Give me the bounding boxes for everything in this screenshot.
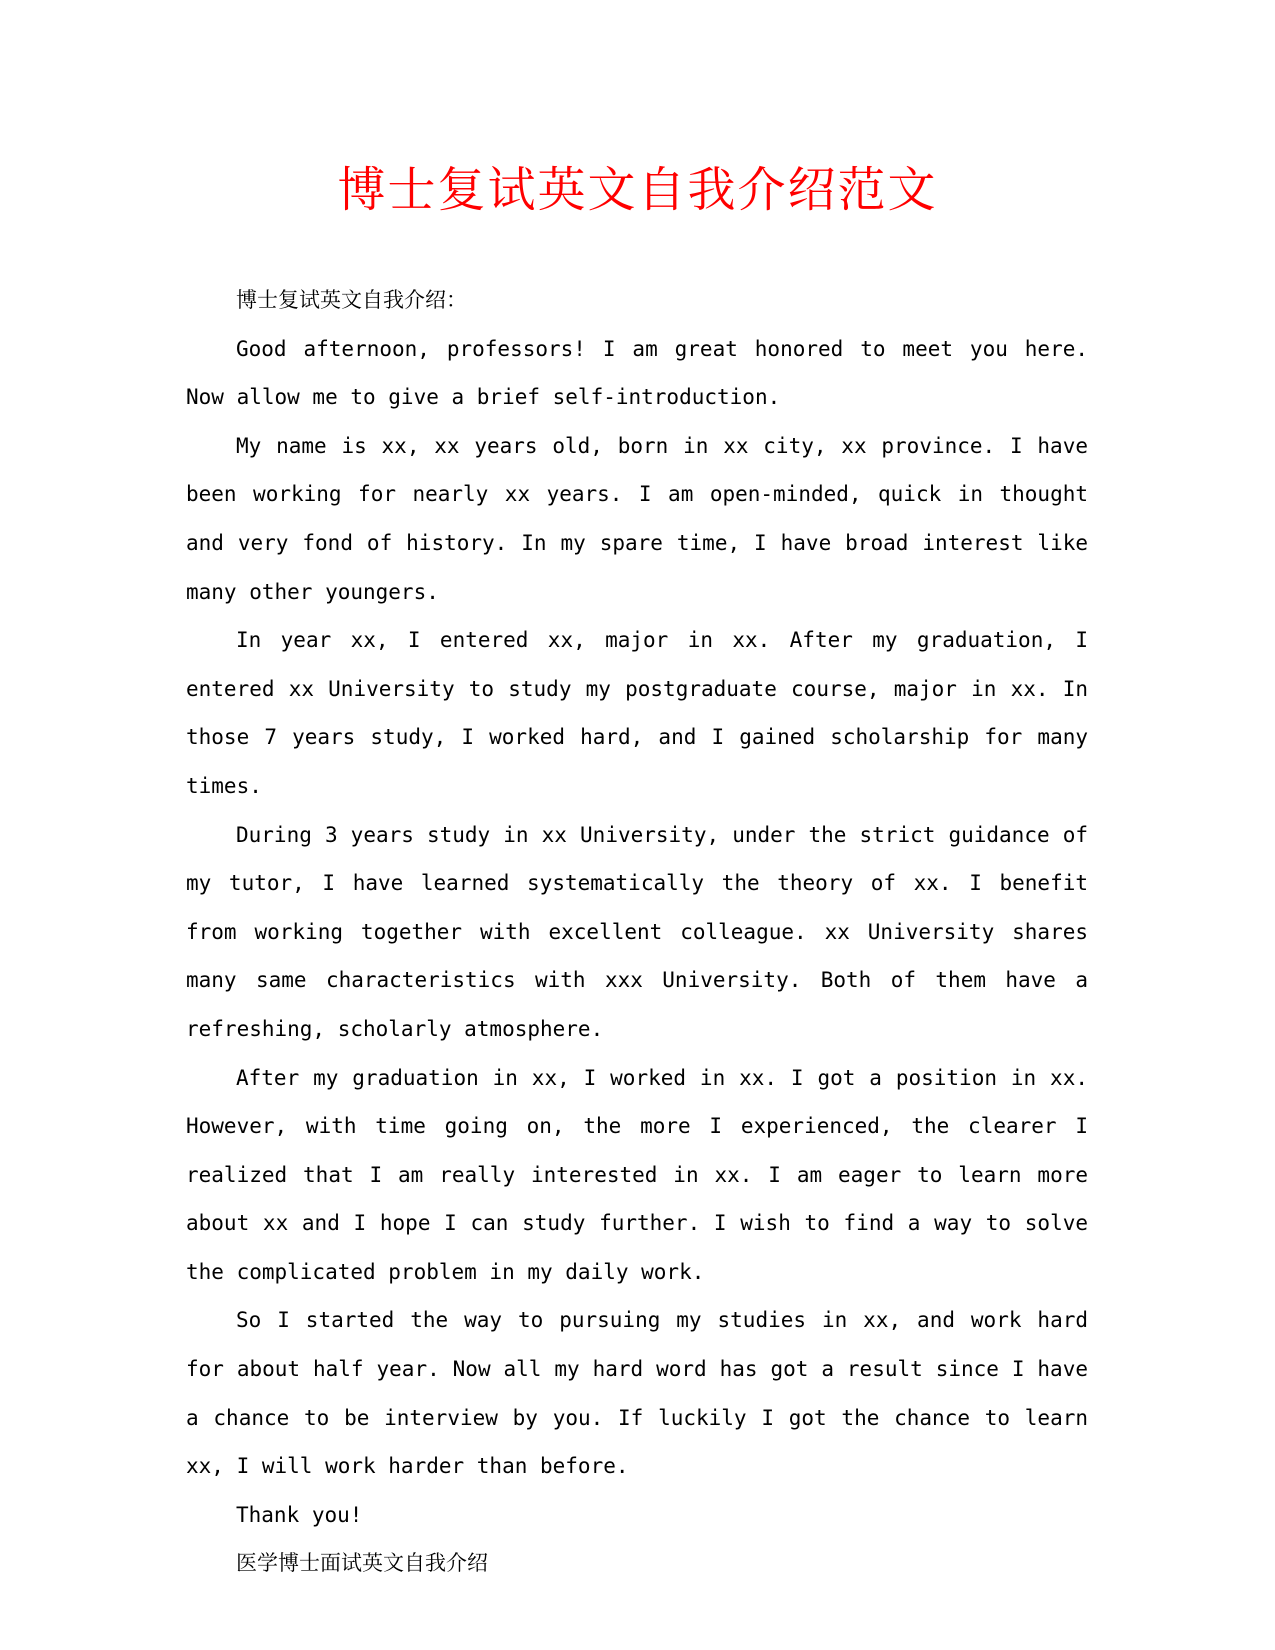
paragraph-closing: Thank you! <box>236 1502 363 1527</box>
paragraph-greeting: Good afternoon, professors! I am great honored to meet you here. Now allow me to give a brief self-introduction. <box>186 336 1088 410</box>
next-section-heading: 医学博士面试英文自我介绍 <box>236 1551 488 1576</box>
section-heading: 博士复试英文自我介绍： <box>236 288 467 312</box>
paragraph-work-experience: After my graduation in xx, I worked in xx. I got a position in xx. However, with time going on, the more I experienced, the clearer I realized that I am really interested in xx. I am eager to learn more about xx and I hope I can study further. I wish to find a way to solve the complicated problem in my daily work. <box>186 1065 1088 1284</box>
document-body <box>186 276 1088 1588</box>
document-title: 博士复试英文自我介绍范文 <box>337 162 938 218</box>
paragraph-motivation: So I started the way to pursuing my studies in xx, and work hard for about half year. Now all my hard word has got a result since I have a chance to be interview by you. If luckily I got the chance to learn xx, I will work harder than before. <box>186 1308 1088 1479</box>
paragraph-personal-info: My name is xx, xx years old, born in xx city, xx province. I have been working for nearly xx years. I am open-minded, quick in thought and very fond of history. In my spare time, I have broad interest like many other youngers. <box>186 433 1088 604</box>
paragraph-education: In year xx, I entered xx, major in xx. After my graduation, I entered xx University to study my postgraduate course, major in xx. In those 7 years study, I worked hard, and I gained scholarship for many times. <box>186 628 1088 798</box>
paragraph-postgraduate-study: During 3 years study in xx University, under the strict guidance of my tutor, I have learned systematically the theory of xx. I benefit from working together with excellent colleague. xx University shares many same characteristics with xxx University. Both of them have a refreshing, scholarly atmosphere. <box>186 822 1088 1041</box>
